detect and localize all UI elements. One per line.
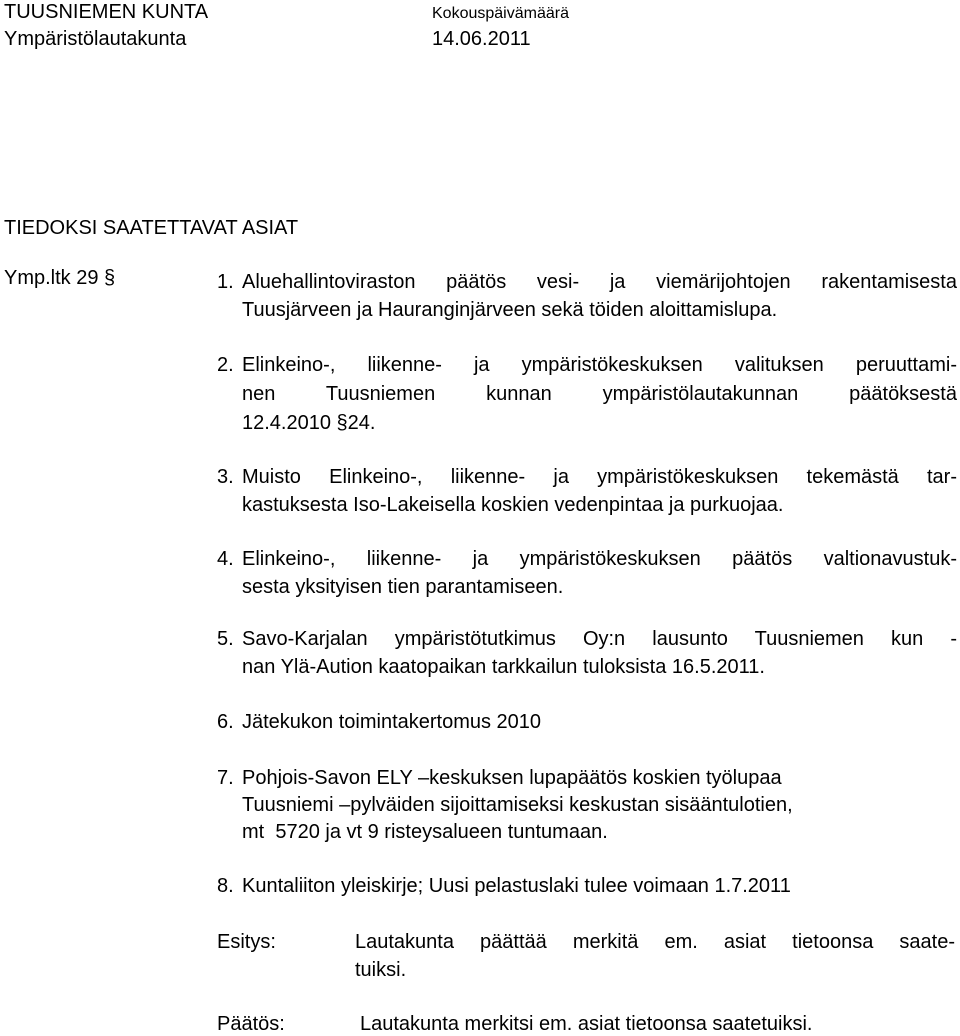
organization-name: TUUSNIEMEN KUNTA xyxy=(4,1,209,23)
item-line: Elinkeino-, liikenne- ja ympäristökeskuksen päätös valtionavustuk- xyxy=(242,548,957,570)
meeting-date: 14.06.2011 xyxy=(432,28,531,50)
item-line: Jätekukon toimintakertomus 2010 xyxy=(242,711,542,733)
item-line: Savo-Karjalan ympäristötutkimus Oy:n lausunto Tuusniemen kun - xyxy=(242,628,957,650)
section-reference: Ymp.ltk 29 § xyxy=(4,267,116,289)
item-line: sesta yksityisen tien parantamiseen. xyxy=(242,576,564,598)
item-line: Aluehallintoviraston päätös vesi- ja viemärijohtojen rakentamisesta xyxy=(242,271,957,293)
item-line: kastuksesta Iso-Lakeisella koskien vedenpintaa ja purkuojaa. xyxy=(242,494,784,516)
item-number: 4. xyxy=(217,548,234,570)
item-line: Tuusniemi –pylväiden sijoittamiseksi keskustan sisääntulotien, xyxy=(242,794,793,816)
item-number: 8. xyxy=(217,875,234,897)
proposal-text-line: tuiksi. xyxy=(355,959,407,981)
item-line: nan Ylä-Aution kaatopaikan tarkkailun tuloksista 16.5.2011. xyxy=(242,656,765,678)
item-number: 7. xyxy=(217,767,234,789)
item-line: 12.4.2010 §24. xyxy=(242,412,376,434)
item-line: Kuntaliiton yleiskirje; Uusi pelastuslaki tulee voimaan 1.7.2011 xyxy=(242,875,791,897)
item-line: mt 5720 ja vt 9 risteysalueen tuntumaan. xyxy=(242,821,608,843)
item-line: nen Tuusniemen kunnan ympäristölautakunnan päätöksestä xyxy=(242,383,957,405)
section-title: TIEDOKSI SAATETTAVAT ASIAT xyxy=(4,217,299,239)
unit-name: Ympäristölautakunta xyxy=(4,28,187,50)
item-number: 3. xyxy=(217,466,234,488)
decision-text: Lautakunta merkitsi em. asiat tietoonsa saatetuiksi. xyxy=(360,1013,813,1035)
item-line: Pohjois-Savon ELY –keskuksen lupapäätös koskien työlupaa xyxy=(242,767,782,789)
item-number: 5. xyxy=(217,628,234,650)
proposal-label: Esitys: xyxy=(217,931,276,953)
item-line: Tuusjärveen ja Hauranginjärveen sekä töiden aloittamislupa. xyxy=(242,299,778,321)
item-number: 2. xyxy=(217,354,234,376)
decision-label: Päätös: xyxy=(217,1013,285,1035)
meeting-date-label: Kokouspäivämäärä xyxy=(432,5,569,22)
item-line: Muisto Elinkeino-, liikenne- ja ympäristökeskuksen tekemästä tar- xyxy=(242,466,957,488)
proposal-text-line: Lautakunta päättää merkitä em. asiat tietoonsa saate- xyxy=(355,931,955,953)
item-number: 1. xyxy=(217,271,234,293)
item-number: 6. xyxy=(217,711,234,733)
item-line: Elinkeino-, liikenne- ja ympäristökeskuksen valituksen peruuttami- xyxy=(242,354,957,376)
